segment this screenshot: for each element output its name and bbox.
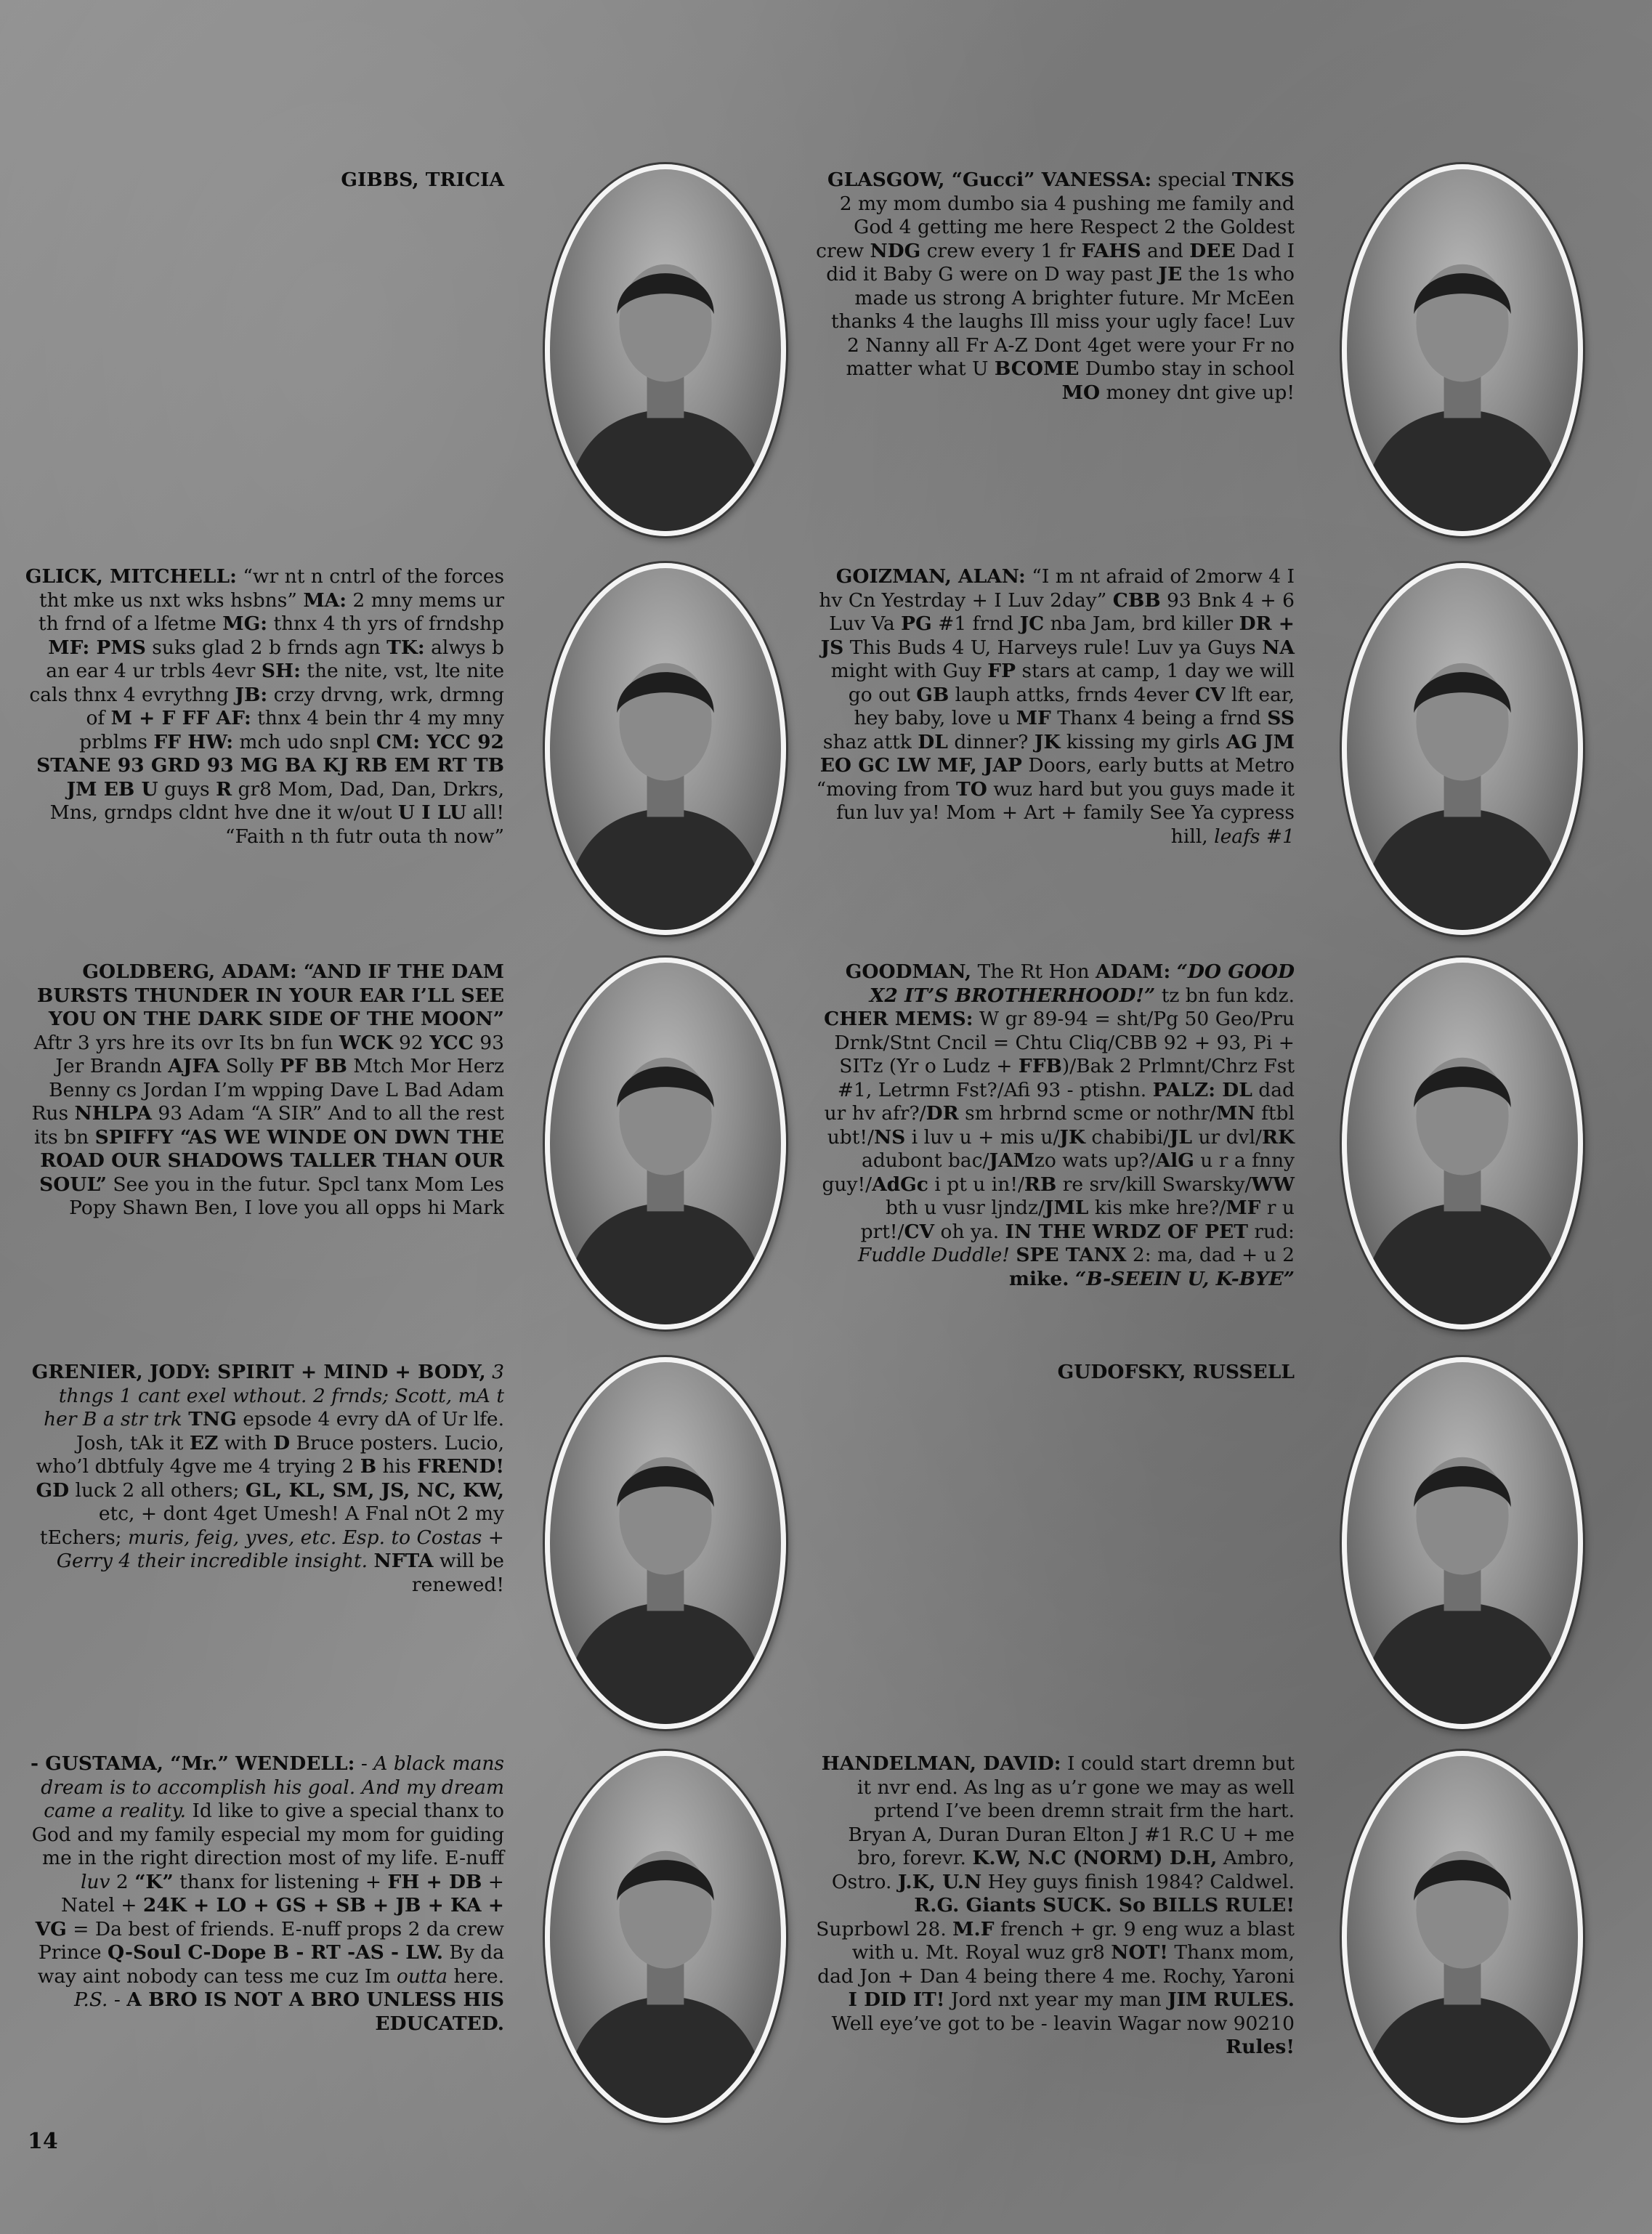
portrait-photo xyxy=(545,164,786,536)
message-run: CM: YCC 92 STANE 93 GRD 93 MG BA KJ RB EM RT TB JM EB U xyxy=(36,730,504,801)
message-run: guys xyxy=(158,777,216,801)
message-run: TK: xyxy=(386,636,425,659)
message-run: K.W, N.C (NORM) D.H, xyxy=(972,1847,1218,1869)
message-run: FP xyxy=(987,660,1016,682)
message-run: = Da best of friends. E-nuff props 2 da crew Prince xyxy=(38,1917,504,1964)
message-run: BCOME xyxy=(994,357,1080,380)
message-run: outta xyxy=(396,1964,448,1988)
message-run: gr8 Mom, Dad, Dan, Drkrs, Mns, grndps cldnt hve dne it w/out xyxy=(49,777,504,824)
message-run: MF xyxy=(1016,707,1051,729)
silhouette-icon xyxy=(1347,568,1578,930)
message-run: MN xyxy=(1216,1102,1255,1125)
message-run xyxy=(1170,960,1176,983)
message-run: crzy drvng, wrk, drmng of xyxy=(86,683,504,729)
message-run: luck 2 all others; xyxy=(69,1478,246,1502)
message-run: P.S. xyxy=(73,1988,108,2011)
message-run: Thanx 4 being a frnd xyxy=(1050,707,1268,729)
message-run: FF HW: xyxy=(153,730,233,753)
message-run: chabibi/ xyxy=(1085,1125,1170,1149)
message-run: A BRO IS NOT A BRO UNLESS HIS EDUCATED. xyxy=(126,1988,504,2035)
message-run: SH: xyxy=(261,660,301,682)
page-number: 14 xyxy=(28,2129,58,2154)
message-run: french + gr. 9 eng wuz a blast with u. Mt. Royal wuz gr8 xyxy=(851,1917,1295,1964)
message-run: the 1s who made us strong A brighter future. Mr McEen thanks 4 the laughs Ill miss your ugly face! Luv 2 Nanny all Fr A-Z Dont 4get were your Fr no matter what U xyxy=(830,263,1295,380)
portrait-photo xyxy=(545,1751,786,2123)
entry-goodman xyxy=(815,960,1295,1291)
message-run: U I LU xyxy=(397,801,467,824)
message-run xyxy=(368,1550,373,1572)
message-run: bth u vusr ljndz/ xyxy=(885,1197,1045,1219)
message-run: RK xyxy=(1261,1125,1295,1149)
message-run: Ambro, Ostro. xyxy=(831,1847,1295,1893)
message-run: AdGc xyxy=(872,1173,928,1196)
message-run: AJFA xyxy=(168,1055,220,1077)
message-run: all! “Faith n th futr outa th now” xyxy=(224,801,504,848)
message-run: R xyxy=(216,777,232,801)
message-run: FREND! GD xyxy=(36,1455,504,1502)
message-run: 93 Adam “A SIR” And to all the rest its bn xyxy=(33,1102,504,1149)
message-run: JC xyxy=(1019,612,1045,635)
message-run: WW xyxy=(1251,1173,1295,1196)
message-run: CV xyxy=(1194,683,1226,706)
message-run: muris, feig, yves, etc. Esp. to Costas + Gerry 4 their incredible insight. xyxy=(56,1526,504,1572)
message-run: etc, + dont 4get Umesh! A Fnal nOt 2 my tEchers; xyxy=(39,1502,504,1549)
entry-goldberg xyxy=(25,960,504,1221)
message-run xyxy=(182,1408,188,1430)
message-run: Fuddle Duddle! xyxy=(857,1244,1010,1266)
portrait-photo xyxy=(1342,164,1583,536)
student-name: - GUSTAMA, “Mr.” WENDELL: xyxy=(30,1752,355,1775)
message-run: - xyxy=(108,1988,127,2011)
message-run: SS xyxy=(1267,707,1295,729)
entry-glasgow xyxy=(815,169,1295,405)
message-run: 24K + LO + GS + SB + JB + KA + VG xyxy=(35,1894,504,1940)
message-run: NOT! xyxy=(1111,1941,1168,1964)
message-run: Mtch Mor Herz Benny cs Jordan I’m wpping Dave L Bad Adam Rus xyxy=(31,1055,504,1125)
message-run: kis mke hre?/ xyxy=(1088,1197,1226,1219)
portrait-photo xyxy=(1342,1357,1583,1729)
message-run: RB xyxy=(1024,1173,1057,1196)
message-run: M.F xyxy=(952,1917,995,1940)
student-message xyxy=(822,960,1295,1290)
message-run: i pt u in!/ xyxy=(928,1173,1024,1196)
message-run: JB: xyxy=(235,683,268,706)
student-message xyxy=(32,1752,504,2035)
message-run: MF xyxy=(1226,1197,1261,1219)
student-message xyxy=(816,1752,1295,2058)
student-name: GLASGOW, “Gucci” VANESSA: xyxy=(827,169,1152,191)
message-run: dinner? xyxy=(947,730,1034,753)
message-run: )/Bak 2 Prlmnt/Chrz Fst #1, Letrmn Fst?/Afi 93 - ptishn. xyxy=(837,1055,1295,1101)
message-run: his xyxy=(376,1455,418,1478)
message-run: MO xyxy=(1061,381,1101,404)
message-run: mch udo snpl xyxy=(233,730,376,753)
message-run: “DO GOOD X2 IT’S BROTHERHOOD!” xyxy=(869,960,1295,1007)
message-run: ur dvl/ xyxy=(1192,1125,1262,1149)
message-run: crew every 1 fr xyxy=(920,239,1082,262)
message-run: PG xyxy=(901,612,932,635)
message-run: EZ xyxy=(189,1431,219,1454)
message-run: I could start dremn but it nvr end. As lng as u’r gone we may as well prtend I’ve been dremn strait frm the hart. Bryan A, Duran Duran Elton J #1 R.C U + me bro, forevr. xyxy=(848,1752,1295,1869)
entry-grenier xyxy=(25,1361,504,1597)
message-run: stars at camp, 1 day we will go out xyxy=(848,660,1295,706)
message-run: JK xyxy=(1034,730,1061,753)
message-run: ftbl ubt!/ xyxy=(827,1102,1295,1149)
silhouette-icon xyxy=(550,568,781,930)
message-run: luv xyxy=(80,1870,110,1893)
message-run: J.K, U.N xyxy=(897,1870,982,1893)
message-run: 93 Jer Brandn xyxy=(55,1031,504,1077)
message-run xyxy=(1069,1268,1075,1290)
message-run: The Rt Hon xyxy=(971,960,1096,983)
student-message xyxy=(36,1361,504,1596)
portrait-photo xyxy=(545,958,786,1330)
message-run: “B-SEEIN U, K-BYE” xyxy=(1074,1267,1295,1290)
message-run: AlG xyxy=(1155,1149,1194,1172)
message-run: D xyxy=(273,1431,291,1454)
message-run: NDG xyxy=(870,239,921,262)
silhouette-icon xyxy=(550,1756,781,2118)
message-run: #1 frnd xyxy=(931,612,1020,635)
message-run: JL xyxy=(1169,1125,1193,1149)
message-run: DR xyxy=(926,1102,959,1125)
message-run: 2 mny mems ur th frnd of a lfetme xyxy=(38,588,504,635)
message-run: Dumbo stay in school xyxy=(1079,357,1295,380)
message-run: lauph attks, frnds 4ever xyxy=(949,683,1195,706)
message-run: “K” xyxy=(134,1870,174,1893)
message-run: nba Jam, brd killer xyxy=(1044,612,1239,635)
message-run: 93 Bnk 4 + 6 Luv Va xyxy=(829,588,1295,635)
message-run: FH + DB xyxy=(387,1870,482,1893)
student-name: GOODMAN, xyxy=(845,960,972,983)
message-run: Doors, early butts at Metro “moving from xyxy=(816,754,1295,801)
message-run: will be renewed! xyxy=(411,1550,504,1596)
message-run: DR + JS xyxy=(820,612,1295,659)
message-run: TNKS xyxy=(1231,169,1295,191)
message-run: and xyxy=(1141,239,1190,262)
student-name: GLICK, MITCHELL: xyxy=(25,565,237,588)
message-run: dad ur hv afr?/ xyxy=(824,1078,1295,1125)
message-run: oh ya. xyxy=(934,1220,1005,1243)
message-run: with xyxy=(218,1431,274,1454)
message-run: Aftr 3 yrs hre its ovr Its bn fun xyxy=(33,1031,339,1054)
message-run: NHLPA xyxy=(74,1102,152,1125)
portrait-photo xyxy=(1342,563,1583,935)
message-run: ADAM: xyxy=(1096,960,1171,983)
message-run: rud: xyxy=(1247,1220,1295,1243)
message-run: Rules! xyxy=(1226,2036,1295,2058)
message-run: special xyxy=(1151,169,1232,191)
entry-goizman xyxy=(815,565,1295,849)
student-name: GRENIER, JODY: SPIRIT + MIND + BODY, xyxy=(31,1361,486,1383)
message-run: alwys b an ear 4 ur trbls 4evr xyxy=(46,636,504,682)
message-run: thanx for listening + xyxy=(173,1870,388,1893)
message-run: + Natel + xyxy=(61,1870,504,1917)
message-run: 2: ma, dad + u 2 xyxy=(1126,1244,1295,1266)
student-name: GIBBS, TRICIA xyxy=(341,169,504,191)
message-run: re srv/kill Swarsky/ xyxy=(1056,1173,1252,1196)
message-run: MA: xyxy=(303,588,347,612)
silhouette-icon xyxy=(550,963,781,1324)
message-run: JIM RULES. xyxy=(1167,1988,1295,2011)
message-run: YCC xyxy=(429,1031,474,1054)
message-run: wuz hard but you guys made it fun luv ya! Mom + Art + family See Ya cypress hill, xyxy=(836,777,1295,848)
message-run: Id like to give a special thanx to God and my family especial my mom for guiding me in the right direction most of my life. E-nuff xyxy=(31,1800,504,1869)
message-run: FFB xyxy=(1018,1055,1062,1077)
message-run: GB xyxy=(916,683,950,706)
message-run: JML xyxy=(1044,1197,1089,1219)
student-message xyxy=(816,169,1295,404)
message-run: DL xyxy=(918,730,948,753)
message-run: r u prt!/ xyxy=(860,1197,1295,1243)
student-name: GOIZMAN, ALAN: xyxy=(835,565,1026,588)
message-run: Dad I did it Baby G were on D way past xyxy=(826,239,1295,286)
entry-handelman xyxy=(815,1752,1295,2060)
message-run: Q-Soul C-Dope B - RT -AS - LW. xyxy=(107,1941,443,1964)
portrait-photo xyxy=(545,563,786,935)
message-run: CHER MEMS: xyxy=(824,1008,973,1030)
student-name: GOLDBERG, ADAM: “AND IF THE DAM BURSTS THUNDER IN YOUR EAR I’LL SEE YOU ON THE DARK SIDE OF THE MOON” xyxy=(36,960,504,1030)
silhouette-icon xyxy=(1347,1756,1578,2118)
silhouette-icon xyxy=(1347,169,1578,531)
message-run: 2 my mom dumbo sia 4 pushing me family and God 4 getting me here Respect 2 the Goldest crew xyxy=(816,192,1295,262)
message-run: epsode 4 evry dA of Ur lfe. Josh, tAk it xyxy=(76,1408,504,1454)
silhouette-icon xyxy=(550,1362,781,1724)
message-run: Jord nxt year my man xyxy=(944,1988,1168,2011)
message-run: GL, KL, SM, JS, NC, KW, xyxy=(245,1478,504,1502)
message-run: “wr nt n cntrl of the forces tht mke us nxt wks hsbns” xyxy=(39,565,504,612)
message-run: WCK xyxy=(339,1031,393,1054)
message-run: R.G. Giants SUCK. So BILLS RULE! xyxy=(914,1894,1295,1917)
message-run: A black mans dream is to accomplish his goal. And my dream came a reality. xyxy=(41,1752,504,1822)
portrait-photo xyxy=(1342,958,1583,1330)
message-run: M + F FF AF: xyxy=(110,707,251,729)
message-run: money dnt give up! xyxy=(1100,381,1295,404)
message-run: Thanx mom, dad Jon + Dan 4 being there 4 me. Rochy, Yaroni xyxy=(817,1941,1295,1988)
message-run: 92 xyxy=(392,1031,430,1054)
student-name: HANDELMAN, DAVID: xyxy=(821,1752,1061,1775)
entry-glick xyxy=(25,565,504,849)
message-run: adubont bac/ xyxy=(862,1149,989,1172)
message-run: thnx 4 bein thr 4 my mny prblms xyxy=(79,707,504,753)
message-run: TO xyxy=(956,777,987,801)
student-message xyxy=(31,1032,504,1220)
message-run: PALZ: DL xyxy=(1152,1078,1252,1101)
student-name: GUDOFSKY, RUSSELL xyxy=(1057,1361,1295,1383)
message-run: leafs #1 xyxy=(1214,825,1295,848)
message-run: zo wats up?/ xyxy=(1034,1149,1156,1172)
message-run: SPE TANX xyxy=(1016,1244,1127,1266)
message-run: CV xyxy=(904,1220,935,1243)
message-run: See you in the futur. Spcl tanx Mom Les Popy Shawn Ben, I love you all opps hi Mark xyxy=(69,1173,504,1219)
silhouette-icon xyxy=(550,169,781,531)
message-run: By da way aint nobody can tess me cuz Im xyxy=(37,1941,504,1988)
message-run xyxy=(486,1361,492,1383)
message-run: Bruce posters. Lucio, who’l dbtfuly 4gve me 4 trying 2 xyxy=(36,1431,504,1478)
message-run: SPIFFY “AS WE WINDE ON DWN THE ROAD OUR SHADOWS TALLER THAN OUR SOUL” xyxy=(39,1125,504,1196)
message-run: thnx 4 th yrs of frndshp xyxy=(267,612,504,635)
silhouette-icon xyxy=(1347,963,1578,1324)
message-run: Hey guys finish 1984? Caldwel. xyxy=(981,1870,1295,1893)
message-run: NFTA xyxy=(373,1550,434,1572)
message-run: B xyxy=(360,1455,377,1478)
message-run: PF BB xyxy=(280,1055,347,1077)
student-message xyxy=(817,565,1295,848)
silhouette-icon xyxy=(1347,1362,1578,1724)
entry-gibbs xyxy=(25,169,504,193)
message-run: MG: xyxy=(222,612,268,635)
message-run: JK xyxy=(1059,1125,1085,1149)
message-run: AG JM EO GC LW MF, JAP xyxy=(819,730,1295,777)
message-run: 2 xyxy=(110,1870,135,1893)
message-run: JAM xyxy=(989,1149,1034,1172)
message-run: tz bn fun kdz. xyxy=(1155,984,1295,1007)
message-run: might with Guy xyxy=(830,660,988,682)
message-run: kissing my girls xyxy=(1060,730,1226,753)
entry-gustama xyxy=(25,1752,504,2036)
message-run: W gr 89-94 = sht/Pg 50 Geo/Pru Drnk/Stnt Cncil = Chtu Cliq/CBB 92 + 93, Pi + SITz (Yr o Ludz + xyxy=(834,1008,1295,1077)
message-run: the nite, vst, lte nite cals thnx 4 evrythng xyxy=(29,660,504,706)
message-run: DEE xyxy=(1189,239,1236,262)
message-run: - xyxy=(355,1752,374,1775)
message-run: i luv u + mis u/ xyxy=(905,1125,1060,1149)
message-run: “I m nt afraid of 2morw 4 I hv Cn Yestrday + I Luv 2day” xyxy=(819,565,1295,612)
message-run: FAHS xyxy=(1081,239,1141,262)
message-run: This Buds 4 U, Harveys rule! Luv ya Guys xyxy=(843,636,1263,659)
message-run: suks glad 2 b frnds agn xyxy=(145,636,387,659)
message-run: Well eye’ve got to be - leavin Wagar now 90210 xyxy=(831,2012,1295,2035)
message-run: TNG xyxy=(188,1408,237,1430)
student-message xyxy=(29,565,504,848)
message-run: CBB xyxy=(1112,588,1161,612)
message-run: shaz attk xyxy=(822,730,918,753)
message-run: lft ear, hey baby, love u xyxy=(854,683,1295,729)
message-run: JE xyxy=(1158,263,1183,286)
message-run: NA xyxy=(1262,636,1295,659)
message-run: here. xyxy=(448,1964,504,1988)
portrait-photo xyxy=(1342,1751,1583,2123)
message-run: NS xyxy=(873,1125,906,1149)
message-run: Suprbowl 28. xyxy=(816,1917,953,1940)
message-run: Solly xyxy=(219,1055,280,1077)
message-run: mike. xyxy=(1008,1267,1069,1290)
message-run: sm hrbrnd scme or nothr/ xyxy=(958,1102,1217,1125)
message-run: 3 thngs 1 cant exel wthout. 2 frnds; Scott, mA t her B a str trk xyxy=(44,1361,504,1430)
portrait-photo xyxy=(545,1357,786,1729)
entry-gudofsky xyxy=(815,1361,1295,1385)
message-run: IN THE WRDZ OF PET xyxy=(1005,1220,1248,1243)
message-run: I DID IT! xyxy=(848,1988,945,2011)
message-run: MF: PMS xyxy=(48,636,146,659)
message-run: u r a fnny guy!/ xyxy=(822,1149,1295,1196)
